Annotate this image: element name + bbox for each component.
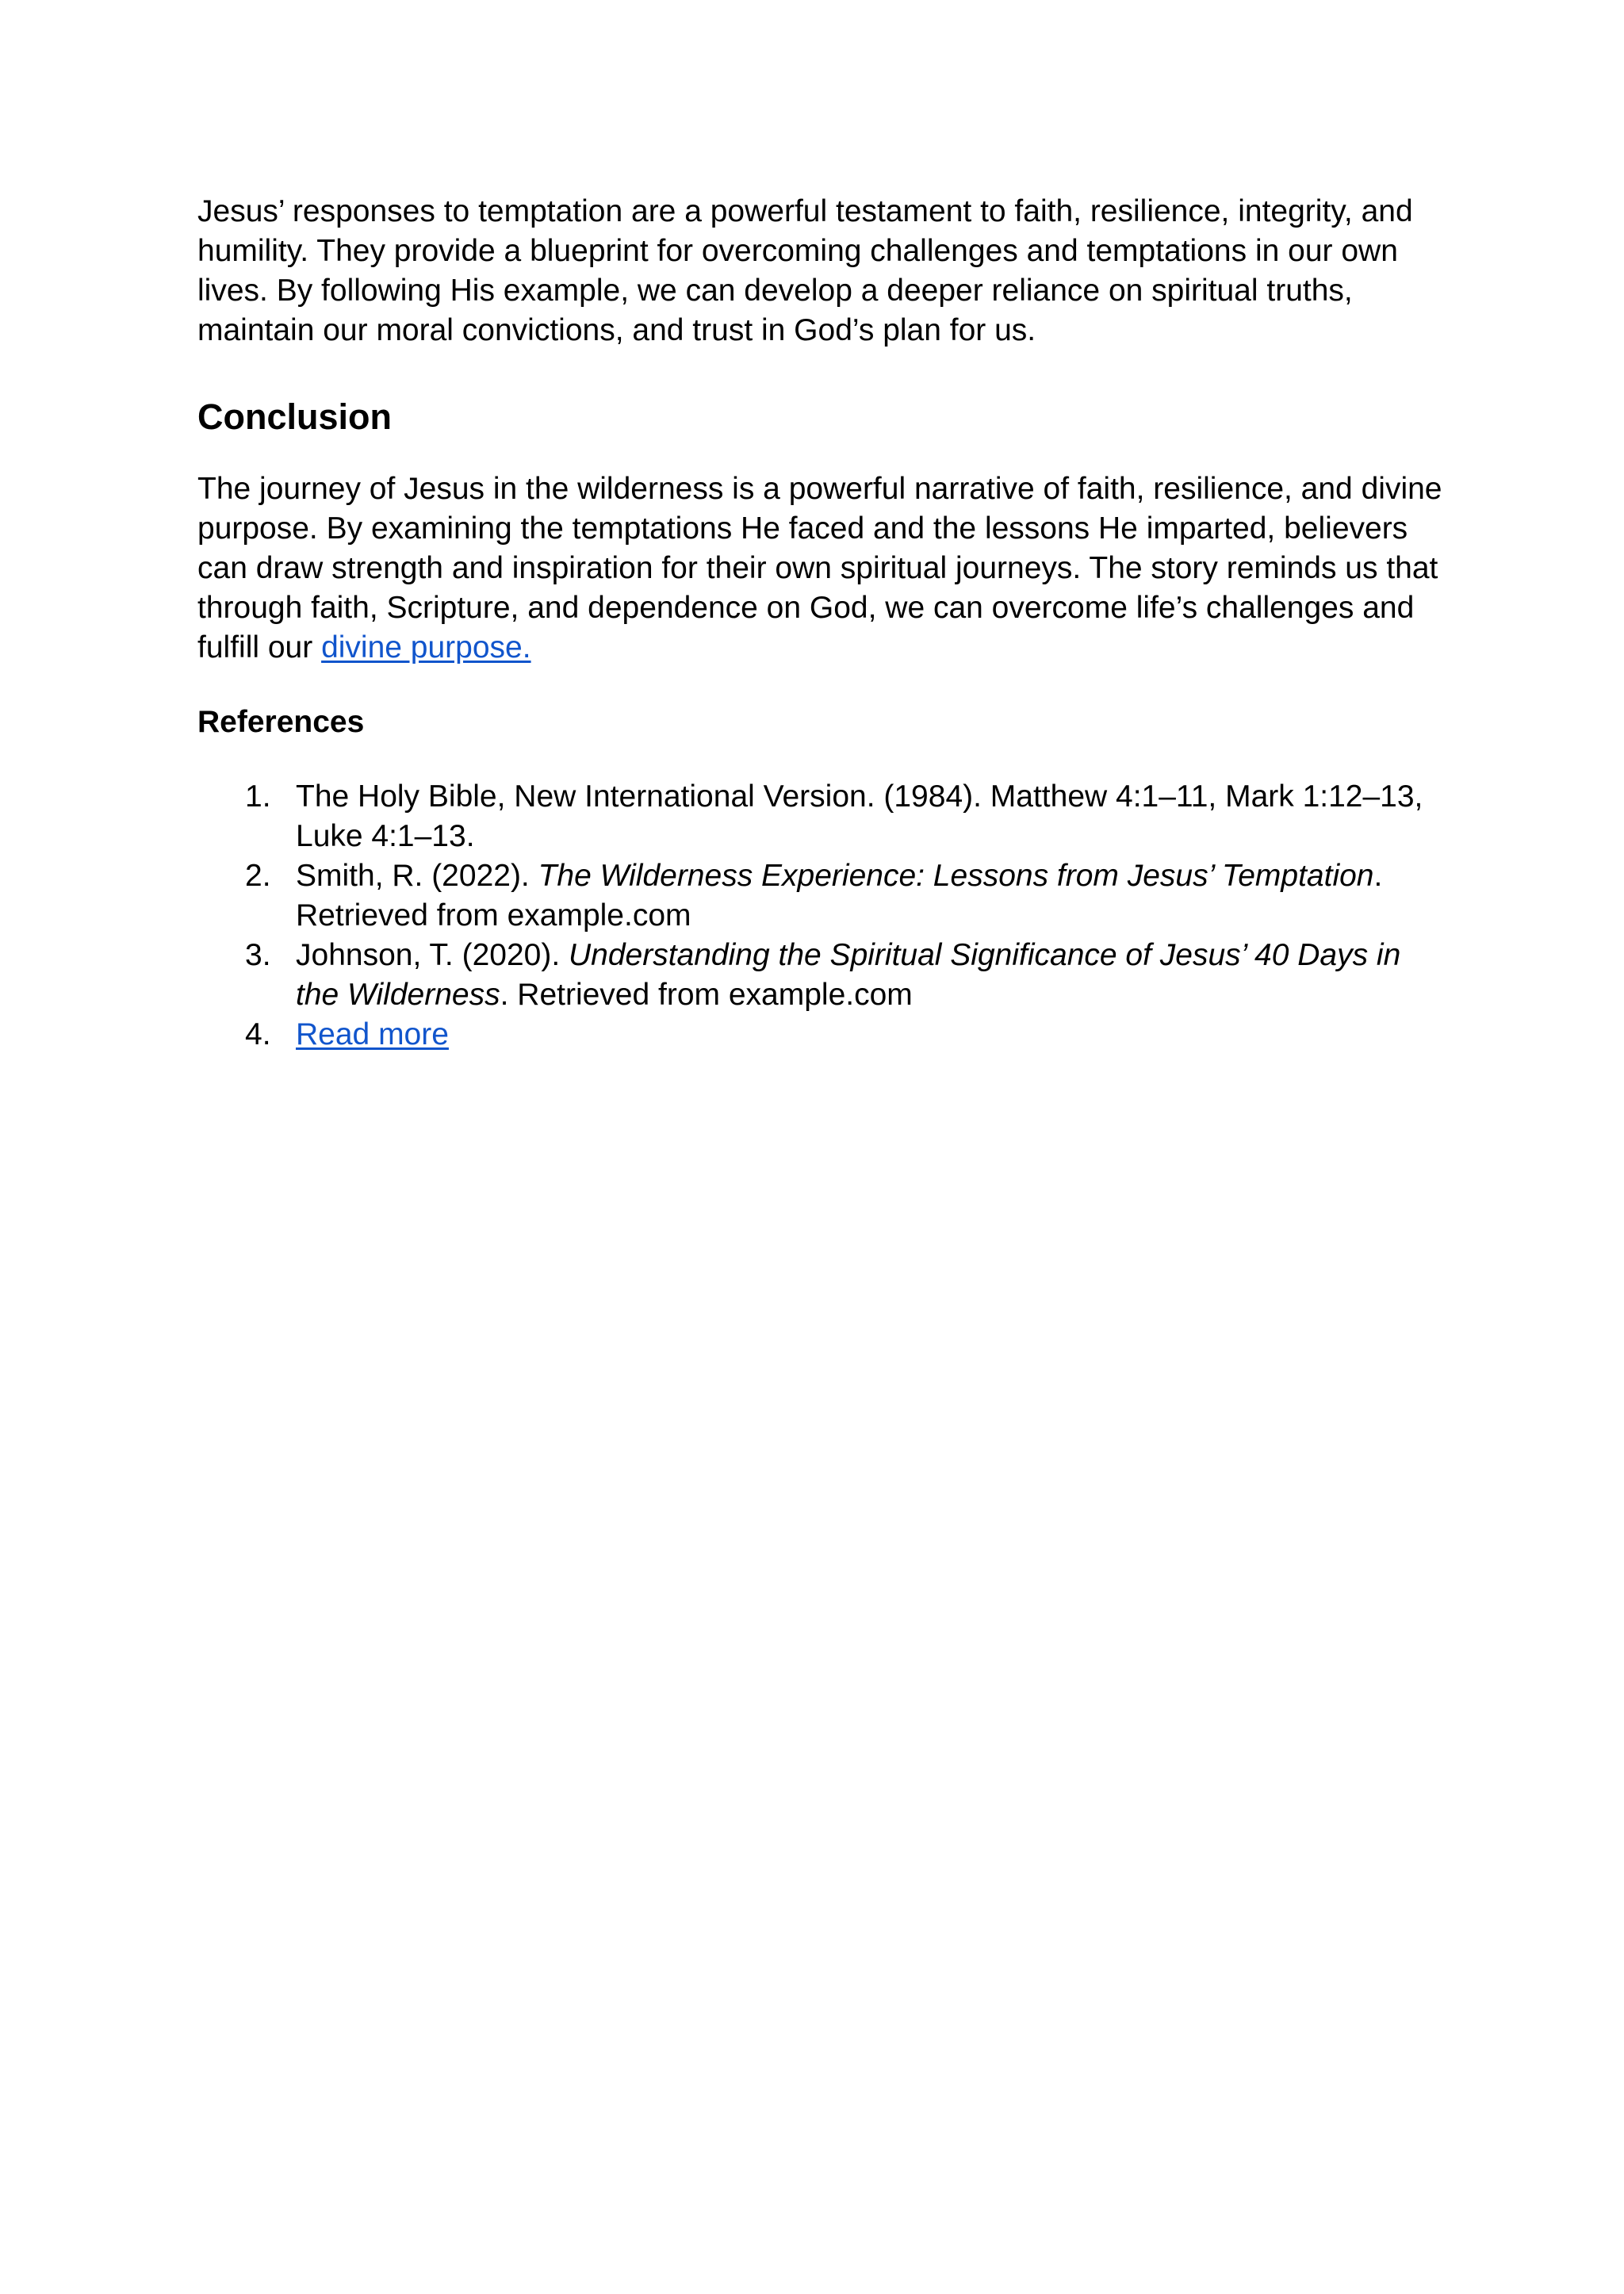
reference-author: Johnson, T. (2020). — [296, 938, 569, 972]
reference-item-4 — [197, 1015, 1442, 1055]
reference-number: 1. — [245, 779, 271, 814]
conclusion-paragraph — [197, 469, 1442, 668]
document-content — [197, 192, 1442, 1055]
reference-item-3 — [197, 936, 1442, 1015]
conclusion-text: The journey of Jesus in the wilderness is a powerful narrative of faith, resilience, and divine purpose. By examining the temptations He faced and the lessons He imparted, believers can draw strength and inspiration for their own spiritual journeys. The story reminds us that through faith, Scripture, and dependence on God, we can overcome life’s challenges and fulfill our — [197, 472, 1442, 664]
reference-number: 2. — [245, 859, 271, 893]
reference-source: . Retrieved from example.com — [500, 978, 913, 1012]
reference-source: . Retrieved from example.com — [296, 859, 1383, 933]
reference-item-1 — [197, 777, 1442, 856]
references-heading: References — [197, 705, 365, 739]
read-more-link[interactable]: Read more — [296, 1017, 449, 1051]
reference-number: 3. — [245, 938, 271, 972]
reference-number: 4. — [245, 1017, 271, 1051]
reference-title: The Wilderness Experience: Lessons from Jesus’ Temptation — [538, 859, 1374, 893]
reference-author: Smith, R. (2022). — [296, 859, 538, 893]
reference-text: The Holy Bible, New International Version. (1984). Matthew 4:1–11, Mark 1:12–13, Luke 4:1–13. — [296, 779, 1423, 853]
reference-title: Understanding the Spiritual Significance of Jesus’ 40 Days in the Wilderness — [296, 938, 1401, 1012]
reference-item-2 — [197, 856, 1442, 936]
references-list — [197, 777, 1442, 1055]
conclusion-heading: Conclusion — [197, 396, 392, 437]
divine-purpose-link[interactable]: divine purpose. — [321, 630, 531, 664]
intro-paragraph: Jesus’ responses to temptation are a powerful testament to faith, resilience, integrity, and humility. They provide a blueprint for overcoming challenges and temptations in our own lives. By following His example, we can develop a deeper reliance on spiritual truths, maintain our moral convictions, and trust in God’s plan for us. — [197, 194, 1413, 347]
